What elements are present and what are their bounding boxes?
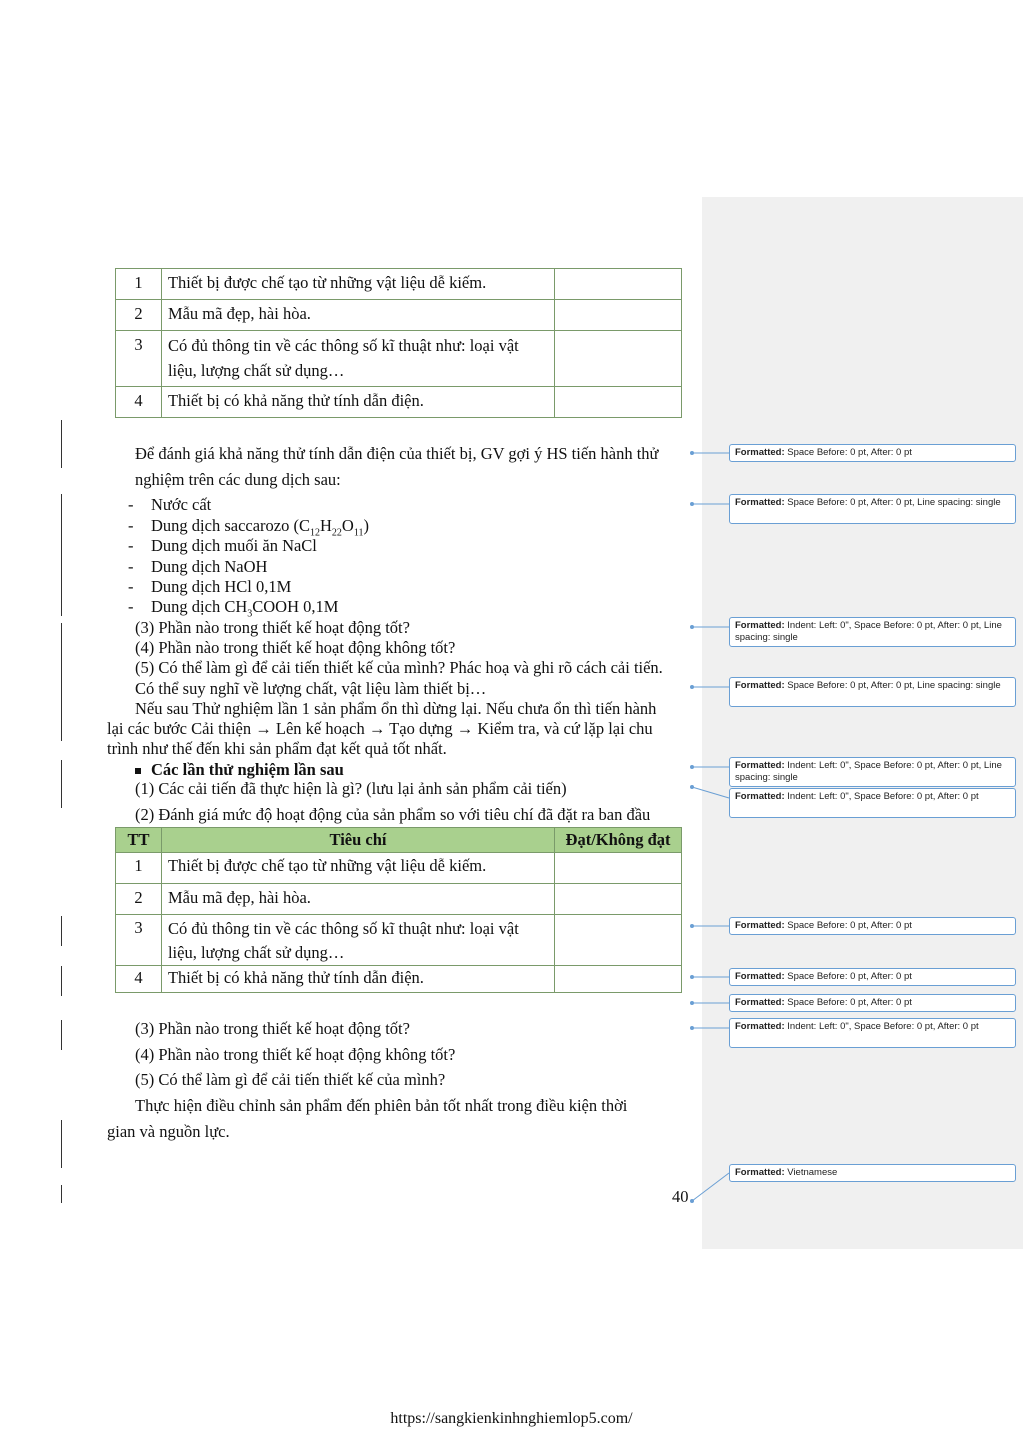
- list-item: - Dung dịch HCl 0,1M: [128, 577, 292, 596]
- row-number: 2: [116, 884, 162, 915]
- row-number: 4: [116, 387, 162, 418]
- formatting-comment[interactable]: Formatted: Space Before: 0 pt, After: 0 pt, Line spacing: single: [729, 494, 1016, 524]
- formatting-comment[interactable]: Formatted: Space Before: 0 pt, After: 0 pt: [729, 994, 1016, 1012]
- criterion-line: Có đủ thông tin về các thông số kĩ thuật như: loại vật: [167, 919, 519, 938]
- criterion-cell: Thiết bị có khả năng thử tính dẫn điện.: [161, 387, 554, 418]
- question-line: (5) Có thể làm gì để cải tiến thiết kế của mình? Phác hoạ và ghi rõ cách cải tiến.: [135, 658, 663, 677]
- criterion-cell: Thiết bị được chế tạo từ những vật liệu dễ kiếm.: [161, 853, 554, 884]
- criterion-cell: Thiết bị có khả năng thử tính dẫn điện.: [161, 966, 554, 993]
- formatting-comment[interactable]: Formatted: Indent: Left: 0", Space Before: 0 pt, After: 0 pt, Line spacing: single: [729, 757, 1016, 787]
- list-item: - Dung dịch NaOH: [128, 557, 268, 576]
- row-number: 1: [116, 269, 162, 300]
- column-header: Tiêu chí: [161, 828, 554, 853]
- formatting-comment[interactable]: Formatted: Space Before: 0 pt, After: 0 pt: [729, 968, 1016, 986]
- question-line: (3) Phần nào trong thiết kế hoạt động tốt?: [135, 1019, 410, 1038]
- criterion-cell: Thiết bị được chế tạo từ những vật liệu dễ kiếm.: [161, 269, 554, 300]
- page-number: 40: [672, 1187, 689, 1206]
- row-number: 3: [116, 915, 162, 966]
- row-number: 4: [116, 966, 162, 993]
- row-number: 1: [116, 853, 162, 884]
- body-paragraph: Nếu sau Thử nghiệm lần 1 sản phẩm ổn thì dừng lại. Nếu chưa ổn thì tiến hành: [135, 699, 657, 718]
- formatting-comment[interactable]: Formatted: Indent: Left: 0", Space Before: 0 pt, After: 0 pt: [729, 788, 1016, 818]
- formatting-comment[interactable]: Formatted: Vietnamese: [729, 1164, 1016, 1182]
- formatting-comment[interactable]: Formatted: Space Before: 0 pt, After: 0 pt: [729, 917, 1016, 935]
- criterion-line: liệu, lượng chất sử dụng…: [167, 361, 345, 380]
- formatting-comment[interactable]: Formatted: Indent: Left: 0", Space Before: 0 pt, After: 0 pt: [729, 1018, 1016, 1048]
- list-item: - Nước cất: [128, 495, 212, 514]
- closing-paragraph: gian và nguồn lực.: [107, 1122, 230, 1141]
- criterion-line: liệu, lượng chất sử dụng…: [167, 943, 345, 962]
- question-line: (5) Có thể làm gì để cải tiến thiết kế của mình?: [135, 1070, 446, 1089]
- question-line: Có thể suy nghĩ về lượng chất, vật liệu làm thiết bị…: [135, 679, 487, 698]
- criterion-line: Có đủ thông tin về các thông số kĩ thuật như: loại vật: [167, 336, 519, 355]
- formatting-comment[interactable]: Formatted: Indent: Left: 0", Space Before: 0 pt, After: 0 pt, Line spacing: single: [729, 617, 1016, 647]
- body-paragraph: lại các bước Cải thiện → Lên kế hoạch → Tạo dựng → Kiểm tra, và cứ lặp lại chu: [107, 719, 653, 738]
- intro-paragraph: nghiệm trên các dung dịch sau:: [135, 470, 341, 489]
- column-header: TT: [116, 828, 162, 853]
- list-item: - Dung dịch saccarozo $(C_{12}H_{22}O_{11})$: [128, 516, 369, 539]
- footer-url[interactable]: https://sangkienkinhnghiemlop5.com/: [390, 1410, 633, 1427]
- question-line: (1) Các cải tiến đã thực hiện là gì? (lưu lại ảnh sản phẩm cải tiến): [135, 779, 567, 798]
- list-item: - Dung dịch muối ăn NaCl: [128, 536, 317, 555]
- formatting-comment[interactable]: Formatted: Space Before: 0 pt, After: 0 pt: [729, 444, 1016, 462]
- criterion-cell: Mẫu mã đẹp, hài hòa.: [161, 300, 554, 331]
- closing-paragraph: Thực hiện điều chỉnh sản phẩm đến phiên bản tốt nhất trong điều kiện thời: [135, 1096, 628, 1115]
- question-line: (4) Phần nào trong thiết kế hoạt động không tốt?: [135, 1045, 456, 1064]
- criterion-cell: Mẫu mã đẹp, hài hòa.: [161, 884, 554, 915]
- intro-paragraph: Để đánh giá khả năng thử tính dẫn điện của thiết bị, GV gợi ý HS tiến hành thử: [135, 444, 659, 463]
- question-line: (3) Phần nào trong thiết kế hoạt động tốt?: [135, 618, 410, 637]
- row-number: 2: [116, 300, 162, 331]
- question-line: (4) Phần nào trong thiết kế hoạt động không tốt?: [135, 638, 456, 657]
- column-header: Đạt/Không đạt: [555, 828, 682, 853]
- question-line: (2) Đánh giá mức độ hoạt động của sản phẩm so với tiêu chí đã đặt ra ban đầu: [135, 805, 651, 824]
- formatting-comment[interactable]: Formatted: Space Before: 0 pt, After: 0 pt, Line spacing: single: [729, 677, 1016, 707]
- section-heading: Các lần thử nghiệm lần sau: [135, 760, 344, 780]
- body-paragraph: trình như thế đến khi sản phẩm đạt kết quả tốt nhất.: [107, 739, 447, 758]
- list-item: - Dung dịch $CH_3COOH$ 0,1M: [128, 597, 339, 620]
- row-number: 3: [116, 331, 162, 387]
